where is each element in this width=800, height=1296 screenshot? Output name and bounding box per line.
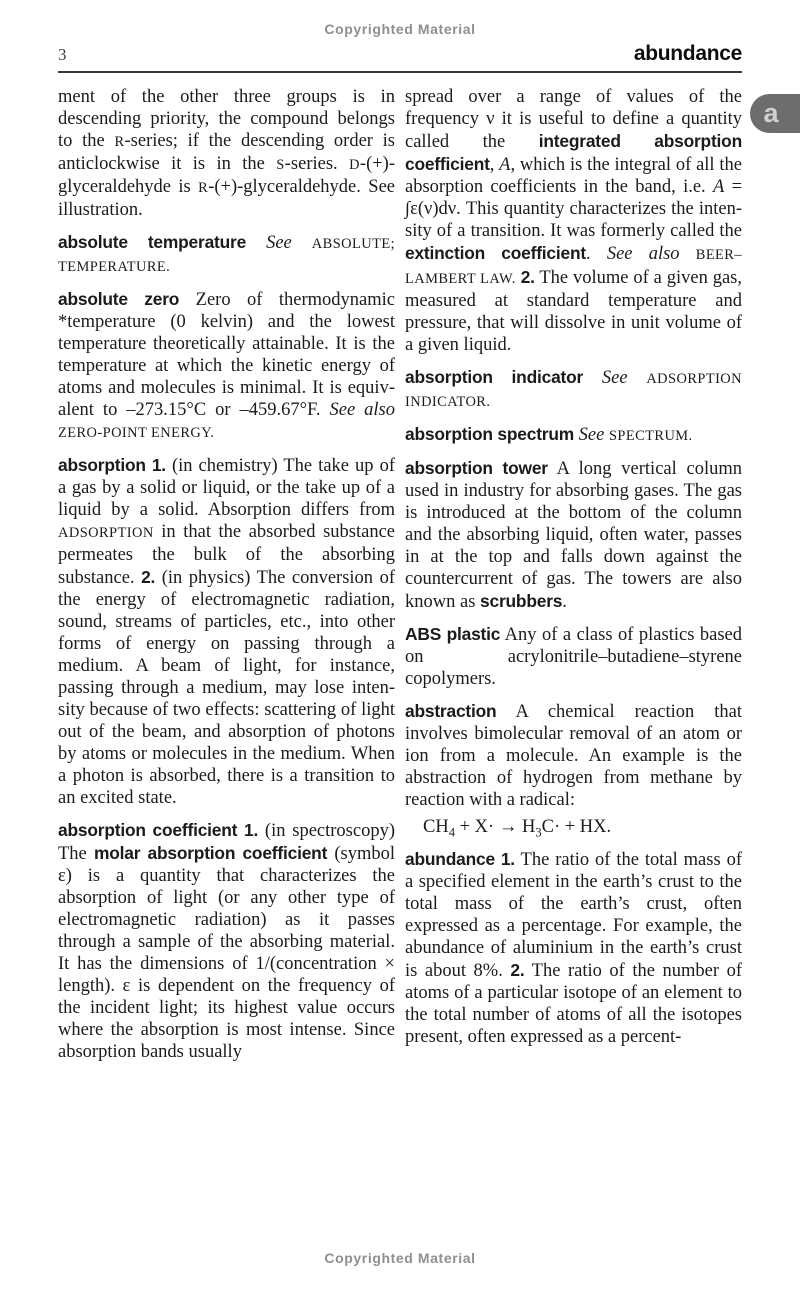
- text-run: [628, 368, 647, 388]
- text-run: A chemical reaction that involves bimolecular removal of an atom or ion from a molecule. An example is the abstraction of hydrogen from methane by reaction with a radical:: [405, 702, 742, 810]
- bold-text: 1.: [244, 820, 259, 840]
- italic-text: See: [266, 233, 292, 253]
- text-run: The ratio of the number of atoms of a particular isotope of an element to the total number of atoms of all the isotopes present, often expressed as a percent-: [405, 961, 743, 1047]
- headword: absorption indicator: [405, 367, 584, 387]
- text-run: Any of a class of plastics based on acrylonitrile–butadiene–styrene copolymers.: [405, 625, 743, 689]
- text-run: in that the absorbed substance permeates the bulk of the absorbing substance.: [58, 522, 395, 588]
- dictionary-entry: [405, 366, 742, 413]
- subscript-text: 3: [535, 825, 542, 840]
- copyright-notice-top: Copyrighted Material: [324, 21, 476, 37]
- text-run: ,: [489, 155, 500, 175]
- headword: absorption spectrum: [405, 424, 575, 444]
- text-run: .: [585, 244, 607, 264]
- text-run: .: [562, 592, 567, 612]
- small-caps-cross-reference: ADSORPTION: [58, 525, 154, 541]
- text-run: -series.: [284, 154, 350, 174]
- dictionary-entry: [405, 623, 742, 690]
- text-run: [583, 368, 602, 388]
- dictionary-entry: [58, 454, 395, 809]
- bold-text: 1.: [151, 455, 166, 475]
- text-run: , which is the integral of all the absorption coefficients in the band, i.e.: [405, 155, 742, 197]
- text-run: (in chemistry) The take up of a gas by a solid or liquid, or the take up of a liquid by a solid. Absorption differs from: [58, 456, 395, 520]
- text-run: (in physics) The conversion of the energy of electromagnetic radiation, sound, streams of particles, etc., into other forms of energy on passing through a medium. A beam of light, for instance, passing through a medium, may lose intensity because of two effects: scattering of light out of the beam, and absorption of photons by atoms or molecules in the medium. When a photon is absorbed, there is a transition to an excited state.: [58, 568, 395, 808]
- dictionary-entry: [405, 700, 742, 811]
- text-run: [292, 233, 312, 253]
- small-caps-cross-reference: ABSOLUTE; TEMPERATURE.: [58, 236, 396, 275]
- text-run: spread over a range of values of the frequency ν it is useful to define a quantity called the: [405, 87, 742, 152]
- page-number: 3: [58, 45, 67, 64]
- text-run: C· + HX.: [541, 817, 612, 837]
- dictionary-entry: [58, 231, 395, 278]
- headword: absorption tower: [405, 458, 548, 478]
- right-column: [405, 86, 742, 1063]
- headword: absorption coefficient: [58, 820, 238, 840]
- bold-text: molar absorption coefficient: [93, 843, 328, 863]
- dictionary-entry: [58, 819, 395, 1063]
- italic-text: A: [499, 155, 511, 175]
- headword: abundance: [405, 849, 495, 869]
- text-run: Zero of thermodynamic *temperature (0 kelvin) and the lowest temperature theoretically attainable. It is the temperature at which the kinetic energy of atoms and molecules is minimal. It is equivalent to –273.15°C or –459.67°F.: [58, 290, 395, 420]
- text-run: -(+)-glyceraldehyde. See illustration.: [58, 177, 395, 220]
- text-run: (symbol ε) is a quantity that characterizes the absorption of light (or any other type of electromagnetic radiation) as it passes through a sample of the absorbing material. It has the dimensions of 1/(concentration × length). ε is dependent on the frequency of the incident light; its highest value occurs where the absorption is most intense. Since absorption bands usually: [58, 844, 395, 1062]
- italic-text: See: [578, 425, 605, 445]
- small-caps-cross-reference: D: [349, 157, 360, 173]
- headword: absolute temperature: [58, 232, 247, 252]
- text-run: CH: [423, 817, 449, 837]
- text-run: A long vertical column used in industry for absorbing gases. The gas is introduced at the bottom of the column and the absorbing liquid, often water, passes in at the top and falls down against the countercurrent of gas. The towers are also known as: [405, 459, 742, 612]
- text-run: (in spectroscopy) The: [58, 821, 396, 864]
- bold-text: extinction coefficient: [405, 243, 586, 263]
- text-run: [680, 244, 696, 264]
- small-caps-cross-reference: BEER–LAMBERT LAW.: [405, 247, 742, 287]
- small-caps-cross-reference: ADSORPTION INDICATOR.: [405, 371, 743, 410]
- text-run: -(+)-glyceraldehyde is: [58, 154, 395, 197]
- small-caps-cross-reference: ZERO-POINT ENERGY.: [58, 425, 215, 441]
- headword: absorption: [58, 455, 146, 475]
- text-run: + X· → H: [455, 817, 536, 837]
- continuation-paragraph: [405, 86, 742, 356]
- bold-text: 2.: [520, 267, 535, 287]
- copyright-notice-bottom: Copyrighted Material: [324, 1250, 476, 1266]
- dictionary-entry: [58, 288, 395, 444]
- chemical-equation: [405, 816, 742, 838]
- bold-text: 1.: [500, 849, 515, 869]
- bold-text: 2.: [510, 960, 525, 980]
- text-run: [246, 233, 266, 253]
- bold-text: scrubbers: [480, 591, 563, 611]
- continuation-paragraph: [58, 86, 395, 221]
- italic-text: See: [601, 368, 628, 388]
- text-run: ment of the other three groups is in descending priority, the compound belongs to the: [58, 87, 395, 151]
- text-run: = ∫ε(ν)dν. This quantity characterizes the intensity of a transition. It was formerly called the: [405, 177, 743, 241]
- running-head-guideword: abundance: [633, 42, 742, 65]
- subscript-text: 4: [448, 825, 455, 840]
- page-header: [58, 42, 742, 66]
- bold-text: 2.: [141, 567, 156, 587]
- italic-text: See also: [329, 400, 395, 420]
- small-caps-cross-reference: R: [198, 180, 209, 196]
- text-run: The ratio of the total mass of a specified element in the earth’s crust to the total mass of the earth’s crust, often expressed as a percentage. For example, the abundance of aluminium in the earth’s crust is about 8%.: [405, 850, 742, 981]
- small-caps-cross-reference: R: [114, 134, 125, 150]
- letter-thumb-tab: a: [750, 94, 800, 133]
- dictionary-entry: [405, 848, 742, 1048]
- bold-text: integrated absorption coefficient: [405, 131, 743, 174]
- text-run: -series; if the descending order is anticlockwise it is in the: [58, 131, 396, 174]
- left-column: [58, 86, 395, 1063]
- headword: abstraction: [405, 701, 497, 721]
- header-rule: [58, 71, 742, 73]
- headword: absolute zero: [58, 289, 180, 309]
- dictionary-entry: [405, 423, 742, 447]
- dictionary-entry: [405, 457, 742, 613]
- headword: ABS plastic: [405, 624, 501, 644]
- dictionary-text-area: [58, 86, 742, 1063]
- small-caps-cross-reference: SPECTRUM.: [608, 428, 693, 444]
- text-run: The volume of a given gas, measured at standard temperature and pressure, that will dissolve in unit volume of a given liquid.: [405, 268, 742, 355]
- small-caps-cross-reference: S: [276, 157, 285, 173]
- italic-text: See also: [606, 244, 680, 264]
- italic-text: A: [712, 177, 725, 197]
